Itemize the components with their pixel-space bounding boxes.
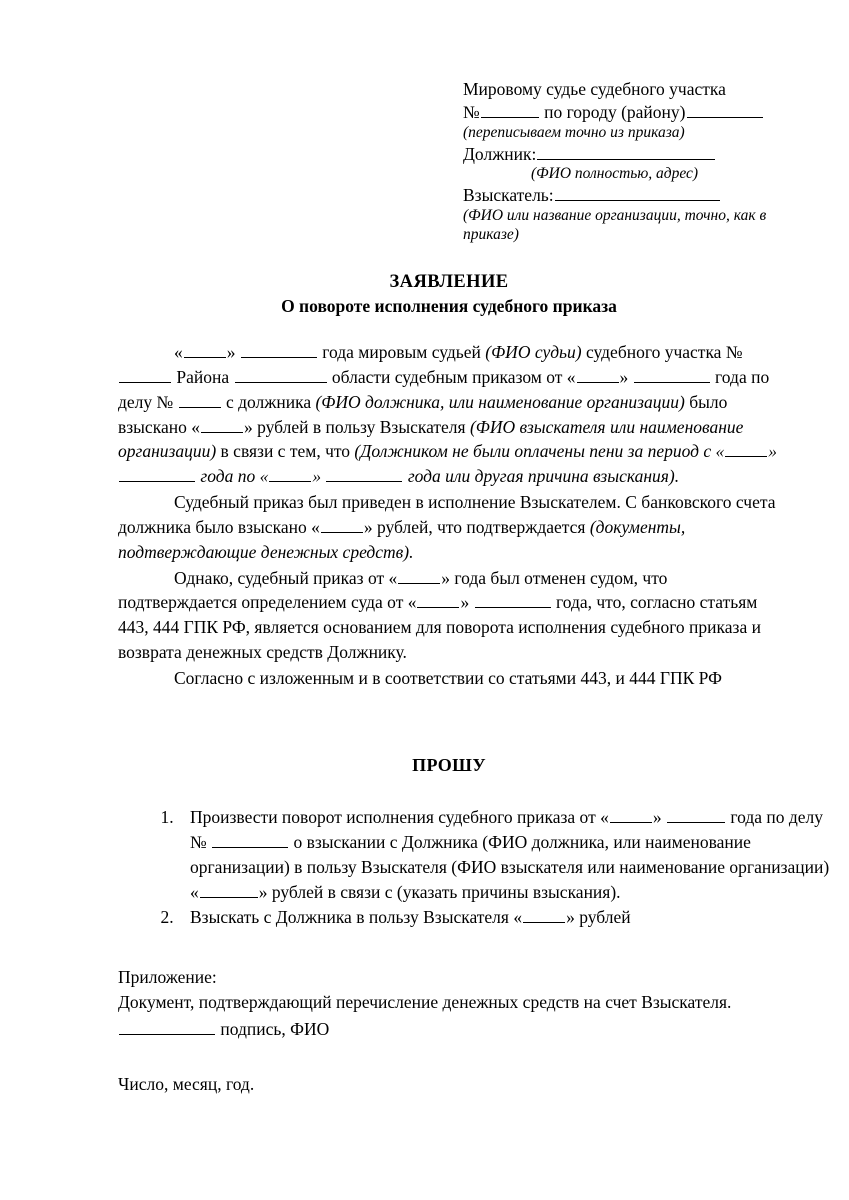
p1-reason-hint-b: » (768, 441, 777, 462)
district-city-blank[interactable] (687, 101, 763, 118)
p1-region-blank[interactable] (235, 366, 327, 383)
addressee-header (463, 78, 778, 245)
p2-text-b: » рублей, что подтверждается (363, 516, 586, 537)
p1-order-day-blank[interactable] (577, 366, 619, 383)
p1-reason-hint-e: года или другая причина взыскания). (407, 466, 680, 487)
p1-penalty-from-month-blank[interactable] (119, 465, 195, 482)
p1-text-h: было взыскано « (118, 391, 728, 437)
body-paragraph-4 (118, 666, 782, 691)
debtor-blank[interactable] (537, 143, 715, 160)
p3-ruling-day-blank[interactable] (417, 591, 459, 608)
p1-penalty-to-month-blank[interactable] (326, 465, 402, 482)
req1-case-number-blank[interactable] (212, 831, 288, 848)
debtor-label: Должник: (463, 143, 537, 164)
footer-area (118, 965, 782, 1096)
p1-reason-hint-a: (Должником не были оплачены пени за период с « (354, 441, 725, 462)
p1-text-c: Района (176, 366, 230, 387)
p2-withdrawn-amount-blank[interactable] (321, 516, 363, 533)
p1-text-j: в связи с тем, что (220, 441, 351, 462)
req1-text-b: » (652, 807, 662, 827)
p1-text-g: с должника (225, 391, 312, 412)
p4-text: Согласно с изложенным и в соответствии со статьями 443, и 444 ГПК РФ (174, 667, 722, 688)
req1-order-year-blank[interactable] (667, 806, 725, 823)
p1-reason-hint-d: » (312, 466, 322, 487)
req1-text-a: Произвести поворот исполнения судебного приказа от « (190, 807, 609, 827)
page-title: ЗАЯВЛЕНИЕ (389, 272, 509, 292)
body-paragraph-2 (118, 490, 782, 565)
title-area (118, 272, 780, 317)
p3-text-a: Однако, судебный приказ от « (174, 567, 398, 588)
p1-text-b: судебного участка № (585, 342, 743, 362)
request-list (118, 805, 838, 930)
req1-text-e: » рублей в связи с (указать причины взыскания). (258, 881, 621, 902)
p3-text-b: » года был отменен судом, что подтверждается определением суда от « (118, 567, 668, 613)
p1-day-blank[interactable] (184, 341, 226, 358)
p2-text-a: Судебный приказ был приведен в исполнение Взыскателем. С банковского счета должника было взыскано « (118, 492, 776, 537)
claimant-line (463, 184, 778, 207)
req2-text-a: Взыскать с Должника в пользу Взыскателя « (190, 907, 523, 928)
claimant-label: Взыскатель: (463, 185, 554, 206)
p3-text-c: » (460, 592, 470, 613)
p1-district-number-blank[interactable] (119, 366, 171, 383)
date-line: Число, месяц, год. (118, 1073, 255, 1094)
p1-text-f: года по делу № (118, 366, 770, 412)
list-item (178, 805, 838, 904)
p1-text-i: » рублей в пользу Взыскателя (243, 416, 466, 437)
attachment-text: Документ, подтверждающий перечисление денежных средств на счет Взыскателя. (118, 991, 732, 1012)
p1-text-e: » (619, 366, 629, 387)
page-subtitle: О повороте исполнения судебного приказа (281, 296, 617, 316)
signature-label: подпись, ФИО (220, 1018, 330, 1039)
district-city-text: по городу (району) (544, 101, 686, 122)
p1-claimant-hint: (ФИО взыскателя или наименование организации) (118, 416, 744, 462)
attachment-label: Приложение: (118, 967, 217, 987)
debtor-line (463, 143, 778, 166)
p1-judge-hint: (ФИО судьи) (485, 342, 582, 362)
req1-text-c: года по делу № (190, 807, 824, 852)
p1-amount-blank[interactable] (201, 415, 243, 432)
district-line (463, 101, 778, 124)
p3-order-date-blank[interactable] (398, 567, 440, 584)
req1-text-d: о взыскании с Должника (ФИО должника, или наименование организации) в пользу Взыскателя (ФИО взыскателя или наименование организации) « (190, 831, 830, 902)
p1-reason-hint-c: года по « (200, 466, 269, 487)
claimant-blank[interactable] (555, 184, 720, 201)
p3-ruling-month-blank[interactable] (475, 591, 551, 608)
p1-quote-open: « (174, 342, 183, 362)
copy-exactly-hint: (переписываем точно из приказа) (463, 123, 685, 141)
p1-text-d: области судебным приказом от « (331, 366, 576, 387)
req2-text-b: » рублей (566, 907, 631, 928)
req2-amount-blank[interactable] (523, 906, 565, 923)
district-number-symbol: № (463, 101, 480, 122)
body-paragraph-1 (118, 340, 782, 489)
district-number-blank[interactable] (481, 101, 539, 118)
p1-quote-close: » (226, 342, 236, 362)
req1-order-day-blank[interactable] (610, 806, 652, 823)
p1-month-blank[interactable] (241, 341, 317, 358)
p1-text-a: года мировым судьей (322, 342, 481, 362)
p1-order-month-blank[interactable] (634, 366, 710, 383)
document-body (118, 340, 782, 691)
debtor-hint: (ФИО полностью, адрес) (531, 165, 699, 183)
p1-debtor-hint: (ФИО должника, или наименование организации) (315, 391, 685, 412)
signature-line (118, 1017, 782, 1042)
p1-penalty-from-day-blank[interactable] (725, 440, 767, 457)
request-heading: ПРОШУ (412, 755, 486, 775)
claimant-hint: (ФИО или название организации, точно, как в приказе) (463, 207, 767, 243)
p2-documents-hint: (документы, подтверждающие денежных средств). (118, 516, 686, 562)
p1-penalty-to-day-blank[interactable] (269, 465, 311, 482)
court-line (463, 78, 778, 101)
p1-case-number-blank[interactable] (179, 391, 221, 408)
signature-blank[interactable] (119, 1018, 215, 1035)
p3-text-d: года, что, согласно статьям 443, 444 ГПК РФ, является основанием для поворота исполнения судебного приказа и возврата денежных средств Должнику. (118, 592, 761, 663)
req1-amount-blank[interactable] (200, 880, 258, 897)
court-line-text: Мировому судье судебного участка (463, 79, 726, 99)
list-item (178, 905, 838, 930)
body-paragraph-3 (118, 566, 782, 665)
